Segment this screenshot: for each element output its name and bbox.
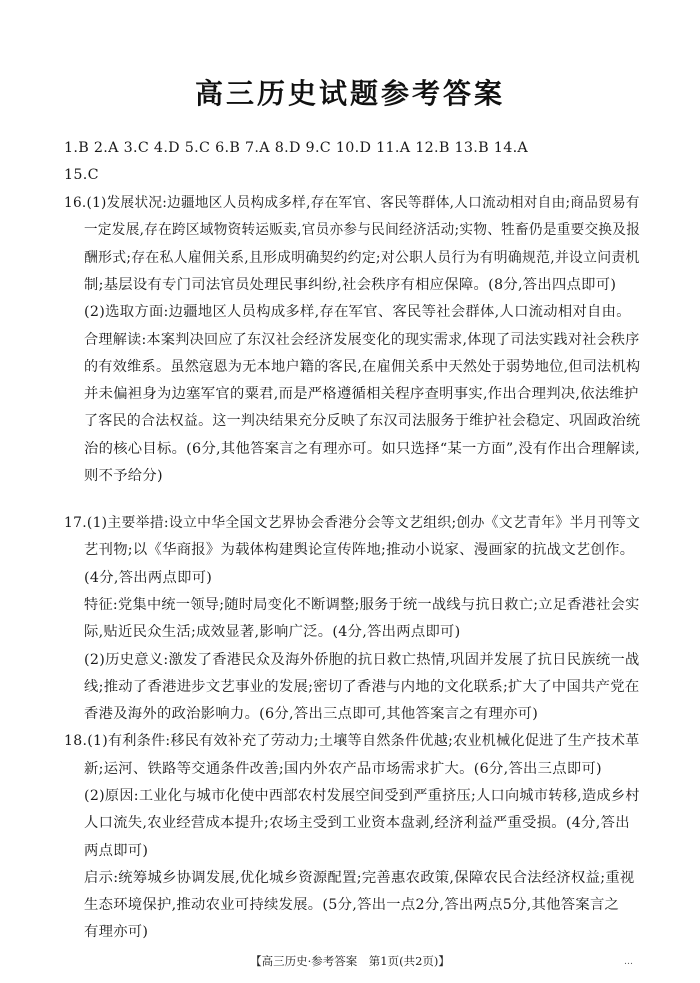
answer-line: 人口流失,农业经营成本提升;农场主受到工业资本盘剥,经济利益严重受损。(4分,答出 — [84, 815, 630, 831]
answer-line: 香港及海外的政治影响力。(6分,答出三点即可,其他答案言之有理亦可) — [84, 706, 539, 722]
answer-line: 线;推动了香港进步文艺事业的发展;密切了香港与内地的文化联系;扩大了中国共产党在 — [84, 679, 640, 695]
answer-line: (4分,答出两点即可) — [84, 570, 213, 586]
answer-line: 特征:党集中统一领导;随时局变化不断调整;服务于统一战线与抗日救亡;立足香港社会实 — [84, 597, 640, 613]
answer-line: 启示:统筹城乡协调发展,优化城乡资源配置;完善惠农政策,保障农民合法经济权益;重视 — [84, 870, 635, 886]
answer-line: 制;基层设有专门司法官员处理民事纠纷,社会秩序有相应保障。(8分,答出四点即可) — [84, 277, 617, 293]
page-footer: 【高三历史·参考答案 第1页(共2页)】 — [250, 954, 450, 968]
answer-line: 合理解读:本案判决回应了东汉社会经济发展变化的现实需求,体现了司法实践对社会秩序 — [84, 332, 640, 348]
answer-line: 并未偏袒身为边塞军官的粟君,而是严格遵循相关程序查明事实,作出合理判决,依法维护 — [84, 386, 639, 402]
answer-line: 治的核心目标。(6分,其他答案言之有理亦可。如只选择“某一方面”,没有作出合理解读, — [84, 441, 640, 457]
answer-line: 17.(1)主要举措:设立中华全国文艺界协会香港分会等文艺组织;创办《文艺青年》半月刊等文 — [64, 515, 641, 531]
answer-line: 一定发展,存在跨区域物资转运贩卖,官员亦参与民间经济活动;实物、牲畜仍是重要交换及报 — [84, 222, 641, 238]
answer-line: (2)选取方面:边疆地区人员构成多样,存在军官、客民等社会群体,人口流动相对自由。 — [84, 304, 631, 320]
answer-line: (2)原因:工业化与城市化使中西部农村发展空间受到严重挤压;人口向城市转移,造成乡村 — [84, 788, 640, 804]
page-title: 高三历史试题参考答案 — [194, 77, 505, 110]
answer-line: 酬形式;存在私人雇佣关系,且形成明确契约约定;对公职人员行为有明确规范,并设立问责机 — [84, 250, 640, 266]
answer-line: 际,贴近民众生活;成效显著,影响广泛。(4分,答出两点即可) — [84, 624, 461, 640]
answer-line: 两点即可) — [84, 843, 149, 859]
answer-line: 了客民的合法权益。这一判决结果充分反映了东汉司法服务于维护社会稳定、巩固政治统 — [84, 413, 641, 429]
answer-line: 生态环境保护,推动农业可持续发展。(5分,答出一点2分,答出两点5分,其他答案言之 — [84, 897, 620, 913]
answer-line: 18.(1)有利条件:移民有效补充了劳动力;土壤等自然条件优越;农业机械化促进了生产技术革 — [64, 733, 640, 749]
answer-line: 的有效维系。虽然寇恩为无本地户籍的客民,在雇佣关系中天然处于弱势地位,但司法机构 — [84, 359, 641, 375]
answer-line: (2)历史意义:激发了香港民众及海外侨胞的抗日救亡热情,巩固并发展了抗日民族统一战 — [84, 652, 640, 668]
answer-line: 艺刊物;以《华商报》为载体构建舆论宣传阵地;推动小说家、漫画家的抗战文艺创作。 — [84, 542, 635, 558]
answer-line: 新;运河、铁路等交通条件改善;国内外农产品市场需求扩大。(6分,答出三点即可) — [84, 761, 602, 777]
answer-line: 15.C — [64, 167, 99, 183]
answer-line: 则不予给分) — [84, 468, 163, 484]
answer-line: 有理亦可) — [84, 924, 149, 940]
answer-line: 16.(1)发展状况:边疆地区人员构成多样,存在军官、客民等群体,人口流动相对自由;商品贸易有 — [64, 195, 640, 211]
answer-line: 1.B 2.A 3.C 4.D 5.C 6.B 7.A 8.D 9.C 10.D 11.A 12.B 13.B 14.A — [64, 140, 529, 156]
corner-mark: … — [624, 957, 633, 967]
